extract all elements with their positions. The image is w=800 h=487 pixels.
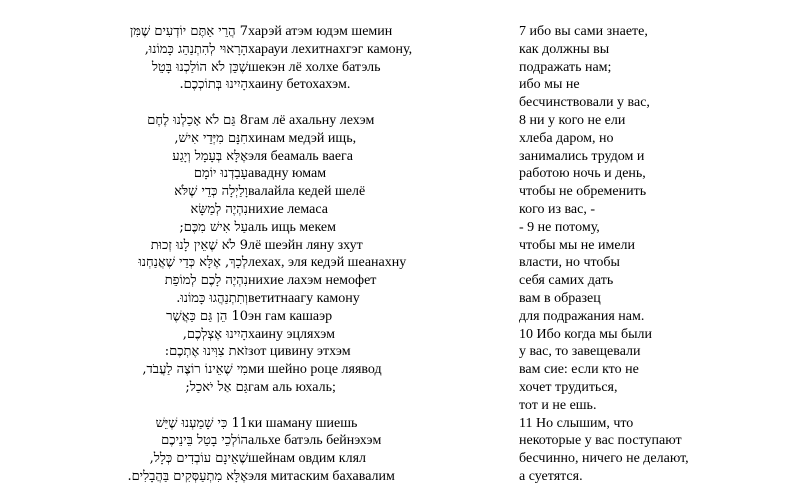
translit-line: эн гам кашаэр bbox=[248, 308, 333, 324]
translit-line: ми шейно роце ляявод bbox=[248, 362, 382, 378]
translit-line bbox=[248, 397, 508, 415]
russian-line: 10 Ибо когда мы были bbox=[519, 326, 652, 342]
hebrew-line: עָבַדְנוּ יוֹמָם bbox=[193, 166, 248, 182]
russian-line: хлеба даром, но bbox=[519, 130, 614, 146]
translit-line: харэй атэм юдэм шемин bbox=[248, 24, 393, 39]
russian-line: как должны вы bbox=[519, 41, 610, 57]
russian-line: 8 ни у кого не ели bbox=[519, 112, 626, 128]
russian-line: чтобы не обременить bbox=[519, 184, 647, 200]
russian-line: себя самих дать bbox=[519, 273, 614, 289]
translit-line: шейнам овдим клял bbox=[248, 451, 367, 467]
translit-line: гам лё ахальну лехэм bbox=[248, 112, 375, 128]
russian-column bbox=[519, 23, 789, 486]
russian-line: бесчинно, ничего не делают, bbox=[519, 451, 689, 467]
russian-line: тот и не ешь. bbox=[519, 397, 597, 413]
russian-line: а суетятся. bbox=[519, 468, 583, 484]
hebrew-line: הָיִינוּ בְּתוֹכְכֶם. bbox=[179, 77, 248, 93]
hebrew-line: 7 הֲרֵי אַתֶּם יוֹדְעִים שֶׁמִּן bbox=[129, 24, 248, 39]
hebrew-line: 8 גַּם לֹא אָכַלְנוּ לֶחֶם bbox=[147, 112, 248, 128]
hebrew-line: הָיִינוּ אֶצְלְכֶם, bbox=[182, 326, 248, 342]
hebrew-line: 11 כִּי שָׁמַעְנוּ שֶׁיֵּשׁ bbox=[155, 415, 248, 431]
russian-line: ибо мы не bbox=[519, 77, 580, 93]
translit-line bbox=[248, 94, 508, 112]
hebrew-line: וְתִתְנַהֲגוּ כָּמוֹנוּ. bbox=[176, 290, 248, 306]
translit-line: зот цивину этхэм bbox=[248, 344, 351, 360]
translit-line: хаину эцляхэм bbox=[248, 326, 336, 342]
hebrew-line: נִהְיֶה לָכֶם לְמוֹפֵת bbox=[164, 273, 248, 289]
russian-line: вам сие: если кто не bbox=[519, 362, 639, 378]
hebrew-line: לְכָךְ, אֶלָּא כְּדֵי שֶׁאֲנַחְנוּ bbox=[138, 255, 248, 271]
translit-line: валайла кедей шелё bbox=[248, 184, 366, 200]
hebrew-line: נִהְיֶה לְמַשָּׂא bbox=[190, 201, 248, 217]
hebrew-line: אֶלָּא מִתְעַסְּקִים בַּהֲבָלִים. bbox=[127, 468, 248, 484]
translit-line: шекэн лё холхе батэль bbox=[248, 59, 381, 75]
russian-line: вам в образец bbox=[519, 290, 601, 306]
translit-line: лехах, эля кедэй шеанахну bbox=[248, 255, 407, 271]
hebrew-line: וָלַיְלָה כְּדֵי שֶׁלֹּא bbox=[174, 184, 248, 200]
russian-line: работою ночь и день, bbox=[519, 166, 646, 182]
russian-line: хочет трудиться, bbox=[519, 379, 618, 395]
translit-line: гам аль юхаль; bbox=[248, 379, 336, 395]
translit-line: нихие лахэм немофет bbox=[248, 273, 377, 289]
hebrew-line: גַּם אַל יֹאכַל; bbox=[185, 379, 248, 395]
translit-line: харауи лехитнахгэг камону, bbox=[248, 41, 413, 57]
hebrew-line: זֹאת צִוִּינוּ אֶתְכֶם: bbox=[164, 344, 248, 360]
russian-line: подражать нам; bbox=[519, 59, 612, 75]
translit-line: аль ищь мекем bbox=[248, 219, 336, 235]
russian-line: для подражания нам. bbox=[519, 308, 645, 324]
hebrew-line: הָרָאוּי לְהִתְנַהֵג כָּמוֹנוּ, bbox=[144, 41, 248, 57]
hebrew-line: מִי שֶׁאֵינוֹ רוֹצֶה לַעֲבֹד, bbox=[142, 362, 248, 378]
hebrew-line: עַל אִישׁ מִכֶּם; bbox=[179, 219, 248, 235]
translit-line: лё шеэйн ляну зхут bbox=[248, 237, 363, 253]
russian-line: - 9 не потому, bbox=[519, 219, 600, 235]
russian-line: занимались трудом и bbox=[519, 148, 645, 164]
hebrew-line: חִנָּם מִיְּדֵי אִישׁ, bbox=[174, 130, 248, 146]
translit-line: альхе батэль бейнэхэм bbox=[248, 433, 382, 449]
hebrew-line: הוֹלְכֵי בָטֵל בֵּינֵיכֶם bbox=[161, 433, 248, 449]
hebrew-column bbox=[108, 23, 248, 486]
hebrew-line: אֶלָּא בְּעָמָל וְיָגַע bbox=[172, 148, 248, 164]
translit-line: нихие лемаса bbox=[248, 201, 328, 217]
russian-line: власти, но чтобы bbox=[519, 255, 620, 271]
russian-line: у вас, то завещевали bbox=[519, 344, 641, 360]
translit-line: хинам медэй ищь, bbox=[248, 130, 357, 146]
translit-line: ки шаману шиешь bbox=[248, 415, 358, 431]
translit-line: ветитнаагу камону bbox=[248, 290, 360, 306]
transliteration-column bbox=[248, 23, 508, 486]
russian-line: 7 ибо вы сами знаете, bbox=[519, 24, 648, 39]
hebrew-line: 9 לֹא שֶׁאֵין לָנוּ זְכוּת bbox=[150, 237, 248, 253]
translit-line: эля митаским бахавалим bbox=[248, 468, 395, 484]
hebrew-line: שֶׁאֵינָם עוֹבְדִים כְּלָל, bbox=[149, 451, 248, 467]
hebrew-line: שֶׁכֵּן לֹא הוֹלַכְנוּ בָּטֵל bbox=[151, 59, 248, 75]
hebrew-line bbox=[108, 397, 248, 415]
russian-line: чтобы мы не имели bbox=[519, 237, 636, 253]
russian-line: кого из вас, - bbox=[519, 201, 596, 217]
translit-line: эля беамаль ваега bbox=[248, 148, 353, 164]
russian-line: бесчинствовали у вас, bbox=[519, 95, 650, 111]
russian-line: некоторые у вас поступают bbox=[519, 433, 682, 449]
hebrew-line: 10 הֵן גַּם כַּאֲשֶׁר bbox=[166, 308, 248, 324]
translit-line: хаину бетохахэм. bbox=[248, 77, 351, 93]
russian-line: 11 Но слышим, что bbox=[519, 415, 634, 431]
hebrew-line bbox=[108, 94, 248, 112]
translit-line: авадну юмам bbox=[248, 166, 327, 182]
